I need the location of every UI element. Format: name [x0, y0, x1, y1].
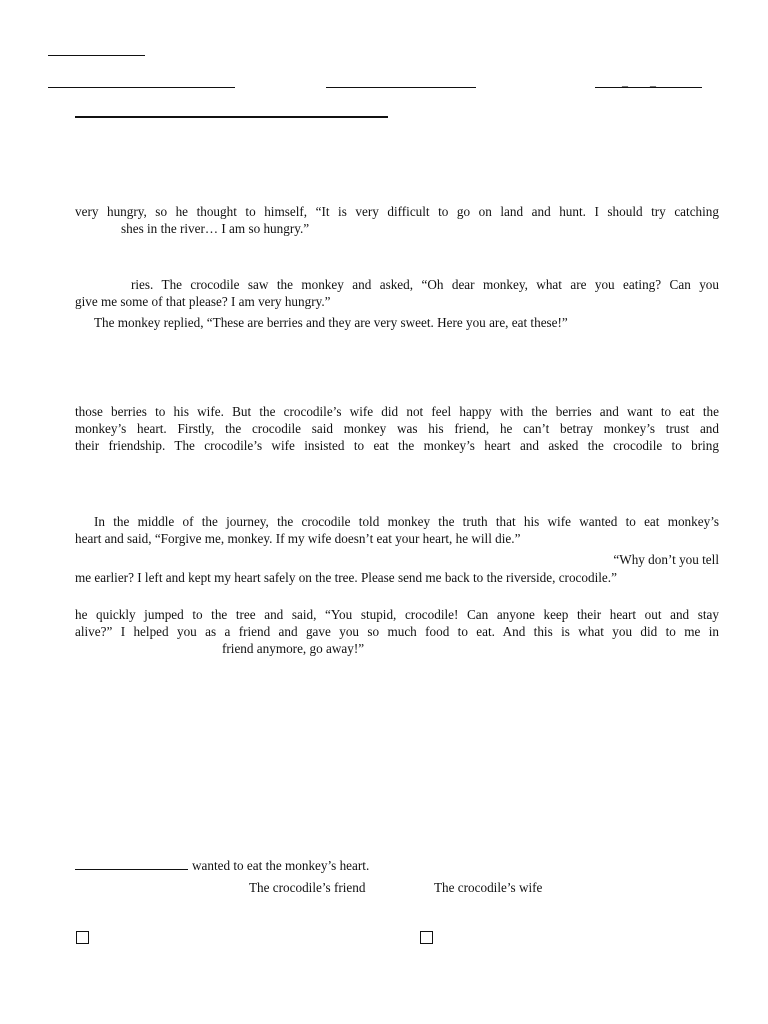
story-line: ries. The crocodile saw the monkey and asked, “Oh dear monkey, what are you eating? Can you — [131, 277, 719, 292]
option-b-checkbox[interactable] — [420, 931, 433, 944]
title-line — [75, 116, 388, 118]
story-line: those berries to his wife. But the crocodile’s wife did not feel happy with the berries and want to eat the — [75, 404, 719, 419]
option-b-label: The crocodile’s wife — [434, 880, 543, 895]
story-line: heart and said, “Forgive me, monkey. If my wife doesn’t eat your heart, he will die.” — [75, 531, 521, 546]
story-line: alive?” I helped you as a friend and gave you so much food to eat. And this is what you did to me in — [75, 624, 719, 639]
story-line: very hungry, so he thought to himself, “It is very difficult to go on land and hunt. I should try catching — [75, 204, 719, 219]
name-line[interactable] — [48, 87, 235, 88]
answer-blank[interactable] — [75, 857, 188, 870]
story-line: he quickly jumped to the tree and said, “You stupid, crocodile! Can anyone keep their heart out and stay — [75, 607, 719, 622]
story-line: The monkey replied, “These are berries and they are very sweet. Here you are, eat these!” — [94, 315, 568, 330]
story-line: In the middle of the journey, the crocodile told monkey the truth that his wife wanted to eat monkey’s — [94, 514, 719, 529]
story-line: shes in the river… I am so hungry.” — [121, 221, 310, 236]
story-line: me earlier? I left and kept my heart safely on the tree. Please send me back to the riverside, crocodile.” — [75, 570, 617, 585]
story-line: “Why don’t you tell — [613, 552, 719, 567]
question-text: wanted to eat the monkey’s heart. — [192, 858, 370, 873]
date-line[interactable] — [595, 87, 702, 88]
option-a-checkbox[interactable] — [76, 931, 89, 944]
header-short-line — [48, 55, 145, 56]
date-separator-2: _ — [650, 74, 656, 88]
story-line: give me some of that please? I am very hungry.” — [75, 294, 331, 309]
story-line: their friendship. The crocodile’s wife insisted to eat the monkey’s heart and asked the crocodile to bring — [75, 438, 719, 453]
option-a-label: The crocodile’s friend — [249, 880, 366, 895]
story-line: friend anymore, go away!” — [222, 641, 365, 656]
question-row — [75, 857, 369, 874]
story-line: monkey’s heart. Firstly, the crocodile said monkey was his friend, he can’t betray monkey’s trust and — [75, 421, 719, 436]
date-separator-1: _ — [622, 74, 628, 88]
class-line[interactable] — [326, 87, 476, 88]
